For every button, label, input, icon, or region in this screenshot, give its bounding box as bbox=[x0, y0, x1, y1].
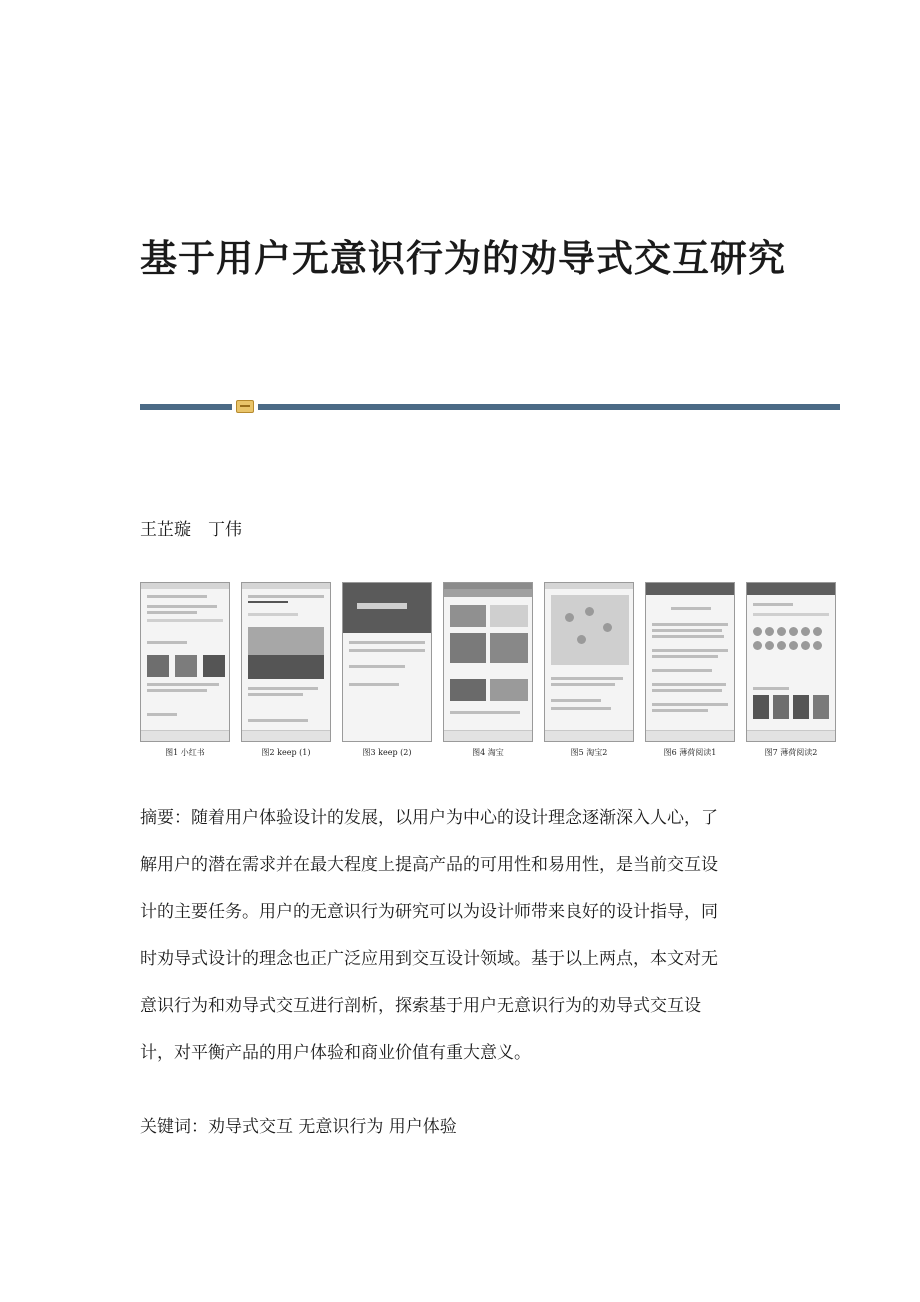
figure-1-caption: 图1 小红书 bbox=[165, 748, 205, 757]
figure-1 bbox=[140, 582, 230, 758]
keywords: 关键词：劝导式交互 无意识行为 用户体验 bbox=[140, 1117, 457, 1137]
figure-2 bbox=[241, 582, 331, 758]
title-divider bbox=[140, 403, 840, 411]
paper-title: 基于用户无意识行为的劝导式交互研究 bbox=[140, 236, 786, 280]
figure-4 bbox=[443, 582, 533, 758]
figure-1-screenshot bbox=[140, 582, 230, 742]
abstract-line-3: 计的主要任务。用户的无意识行为研究可以为设计师带来良好的设计指导，同 bbox=[140, 902, 718, 922]
figure-4-screenshot bbox=[443, 582, 533, 742]
abstract-line-6: 计，对平衡产品的用户体验和商业价值有重大意义。 bbox=[140, 1043, 531, 1063]
abstract-line-2: 解用户的潜在需求并在最大程度上提高产品的可用性和易用性，是当前交互设 bbox=[140, 855, 718, 875]
figure-5-screenshot bbox=[544, 582, 634, 742]
figure-3 bbox=[342, 582, 432, 758]
figure-6-screenshot bbox=[645, 582, 735, 742]
figure-5 bbox=[544, 582, 634, 758]
authors: 王芷璇 丁伟 bbox=[140, 520, 242, 540]
figure-3-screenshot bbox=[342, 582, 432, 742]
divider-bar-left bbox=[140, 404, 232, 410]
abstract-line-1: 摘要：随着用户体验设计的发展，以用户为中心的设计理念逐渐深入人心，了 bbox=[140, 808, 718, 828]
figure-4-caption: 图4 淘宝 bbox=[472, 748, 504, 757]
divider-badge-icon bbox=[236, 400, 254, 413]
figure-6-caption: 图6 薄荷阅读1 bbox=[663, 748, 717, 757]
figure-strip bbox=[140, 582, 840, 762]
figure-7 bbox=[746, 582, 836, 758]
figure-7-caption: 图7 薄荷阅读2 bbox=[764, 748, 818, 757]
figure-3-caption: 图3 keep (2) bbox=[362, 748, 412, 757]
figure-7-screenshot bbox=[746, 582, 836, 742]
figure-2-screenshot bbox=[241, 582, 331, 742]
figure-5-caption: 图5 淘宝2 bbox=[570, 748, 608, 757]
abstract-line-4: 时劝导式设计的理念也正广泛应用到交互设计领域。基于以上两点，本文对无 bbox=[140, 949, 718, 969]
figure-2-caption: 图2 keep (1) bbox=[261, 748, 311, 757]
abstract-line-5: 意识行为和劝导式交互进行剖析，探索基于用户无意识行为的劝导式交互设 bbox=[140, 996, 701, 1016]
figure-6 bbox=[645, 582, 735, 758]
divider-bar-right bbox=[258, 404, 840, 410]
